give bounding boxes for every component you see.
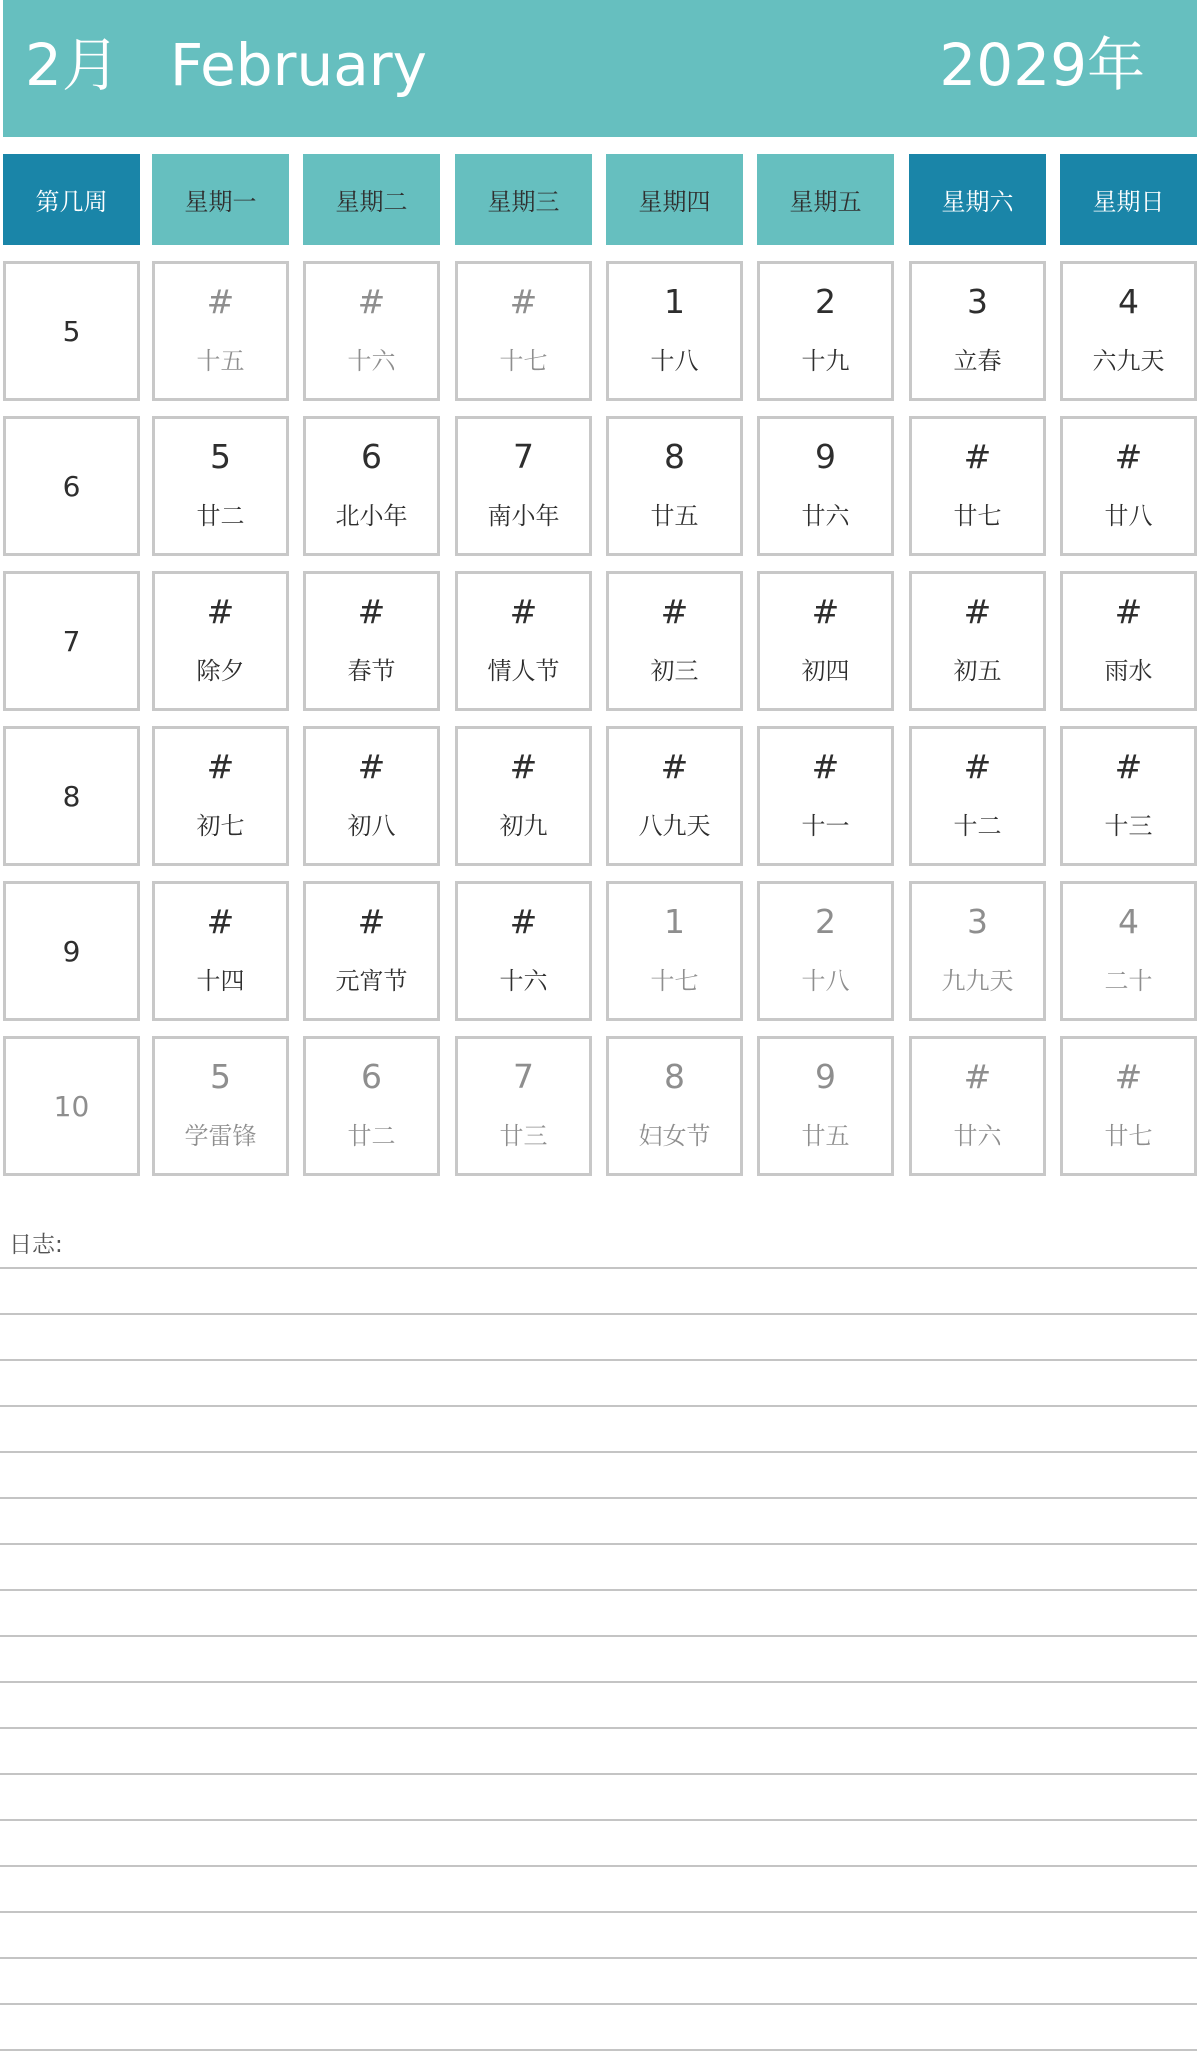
lunar-label: 初七 xyxy=(196,812,245,840)
week-number-cell xyxy=(3,881,140,1021)
day-number: # xyxy=(660,592,689,631)
day-number: # xyxy=(811,592,840,631)
lunar-label: 初四 xyxy=(801,657,850,685)
day-number: # xyxy=(357,902,386,941)
day-number: # xyxy=(509,747,538,786)
lunar-label: 二十 xyxy=(1104,967,1153,995)
day-number: 6 xyxy=(361,437,382,476)
day-number: # xyxy=(963,1057,992,1096)
column-header: 星期五 xyxy=(757,154,894,245)
day-cell[interactable] xyxy=(455,416,592,556)
week-number-cell xyxy=(3,726,140,866)
lunar-label: 情人节 xyxy=(487,657,560,685)
lunar-label: 十九 xyxy=(801,347,850,375)
column-header: 星期三 xyxy=(455,154,592,245)
day-number: 4 xyxy=(1118,282,1139,321)
log-rule-line xyxy=(0,2003,1197,2005)
day-cell[interactable] xyxy=(606,881,743,1021)
log-rule-line xyxy=(0,1819,1197,1821)
day-number: # xyxy=(509,282,538,321)
log-rule-line xyxy=(0,1635,1197,1637)
lunar-label: 九九天 xyxy=(941,967,1014,995)
lunar-label: 廿二 xyxy=(347,1122,396,1150)
day-number: # xyxy=(660,747,689,786)
day-number: 1 xyxy=(664,902,685,941)
day-cell[interactable] xyxy=(455,261,592,401)
log-rule-line xyxy=(0,1451,1197,1453)
log-rule-line xyxy=(0,2049,1197,2051)
year-title: 2029年 xyxy=(939,31,1145,99)
lunar-label: 十三 xyxy=(1104,812,1153,840)
log-rule-line xyxy=(0,1543,1197,1545)
day-cell[interactable] xyxy=(455,881,592,1021)
day-cell[interactable] xyxy=(152,1036,289,1176)
lunar-label: 廿七 xyxy=(1104,1122,1153,1150)
day-cell[interactable] xyxy=(303,416,440,556)
day-number: # xyxy=(963,592,992,631)
lunar-label: 八九天 xyxy=(638,812,711,840)
week-number-cell xyxy=(3,416,140,556)
day-number: 7 xyxy=(513,437,534,476)
day-number: # xyxy=(206,282,235,321)
day-number: # xyxy=(357,592,386,631)
log-rule-line xyxy=(0,1957,1197,1959)
day-cell[interactable] xyxy=(909,416,1046,556)
lunar-label: 初九 xyxy=(499,812,548,840)
lunar-label: 春节 xyxy=(347,657,396,685)
day-cell[interactable] xyxy=(303,1036,440,1176)
week-number-cell xyxy=(3,1036,140,1176)
day-number: 5 xyxy=(210,1057,231,1096)
day-number: 3 xyxy=(967,902,988,941)
day-cell[interactable] xyxy=(1060,726,1197,866)
day-number: 8 xyxy=(664,437,685,476)
day-number: # xyxy=(963,747,992,786)
lunar-label: 妇女节 xyxy=(638,1122,711,1150)
log-rule-line xyxy=(0,1681,1197,1683)
day-cell[interactable] xyxy=(606,416,743,556)
day-cell[interactable] xyxy=(152,261,289,401)
day-number: # xyxy=(1114,592,1143,631)
lunar-label: 十七 xyxy=(499,347,548,375)
day-cell[interactable] xyxy=(1060,1036,1197,1176)
lunar-label: 十七 xyxy=(650,967,699,995)
log-rule-line xyxy=(0,1911,1197,1913)
day-cell[interactable] xyxy=(909,261,1046,401)
month-cn: 2月 xyxy=(25,31,120,99)
log-label: 日志: xyxy=(9,1232,63,1258)
lunar-label: 廿七 xyxy=(953,502,1002,530)
log-rule-line xyxy=(0,1589,1197,1591)
day-cell[interactable] xyxy=(757,571,894,711)
lunar-label: 廿八 xyxy=(1104,502,1153,530)
lunar-label: 十一 xyxy=(801,812,850,840)
column-header: 星期四 xyxy=(606,154,743,245)
lunar-label: 初八 xyxy=(347,812,396,840)
day-cell[interactable] xyxy=(152,881,289,1021)
week-number-cell xyxy=(3,571,140,711)
day-number: 5 xyxy=(210,437,231,476)
day-cell[interactable] xyxy=(303,881,440,1021)
day-number: 3 xyxy=(967,282,988,321)
lunar-label: 除夕 xyxy=(196,657,245,685)
day-number: # xyxy=(1114,747,1143,786)
lunar-label: 十六 xyxy=(499,967,548,995)
day-cell[interactable] xyxy=(1060,261,1197,401)
lunar-label: 立春 xyxy=(953,347,1002,375)
log-rule-line xyxy=(0,1497,1197,1499)
week-number: 8 xyxy=(62,780,81,813)
log-rule-line xyxy=(0,1313,1197,1315)
day-cell[interactable] xyxy=(152,416,289,556)
day-cell[interactable] xyxy=(455,571,592,711)
day-number: 7 xyxy=(513,1057,534,1096)
day-number: 9 xyxy=(815,437,836,476)
log-rule-line xyxy=(0,1405,1197,1407)
week-number-cell xyxy=(3,261,140,401)
day-cell[interactable] xyxy=(606,726,743,866)
day-cell[interactable] xyxy=(1060,416,1197,556)
day-cell[interactable] xyxy=(152,571,289,711)
day-number: # xyxy=(1114,1057,1143,1096)
lunar-label: 十六 xyxy=(347,347,396,375)
lunar-label: 初三 xyxy=(650,657,699,685)
lunar-label: 十八 xyxy=(650,347,699,375)
lunar-label: 十五 xyxy=(196,347,245,375)
lunar-label: 初五 xyxy=(953,657,1002,685)
lunar-label: 十四 xyxy=(196,967,245,995)
day-number: # xyxy=(963,437,992,476)
lunar-label: 廿二 xyxy=(196,502,245,530)
day-cell[interactable] xyxy=(455,726,592,866)
log-rule-line xyxy=(0,1727,1197,1729)
week-number: 10 xyxy=(53,1090,90,1123)
day-cell[interactable] xyxy=(909,726,1046,866)
day-cell[interactable] xyxy=(757,416,894,556)
day-number: 4 xyxy=(1118,902,1139,941)
lunar-label: 南小年 xyxy=(487,502,560,530)
day-cell[interactable] xyxy=(303,261,440,401)
log-rule-line xyxy=(0,1359,1197,1361)
log-rule-line xyxy=(0,1267,1197,1269)
day-cell[interactable] xyxy=(757,1036,894,1176)
day-cell[interactable] xyxy=(606,1036,743,1176)
column-header: 第几周 xyxy=(3,154,140,245)
lunar-label: 廿六 xyxy=(953,1122,1002,1150)
month-en: February xyxy=(169,31,427,99)
lunar-label: 廿三 xyxy=(499,1122,548,1150)
lunar-label: 学雷锋 xyxy=(184,1122,257,1150)
day-number: # xyxy=(1114,437,1143,476)
day-cell[interactable] xyxy=(909,1036,1046,1176)
day-cell[interactable] xyxy=(1060,571,1197,711)
day-cell[interactable] xyxy=(757,726,894,866)
lunar-label: 十二 xyxy=(953,812,1002,840)
day-number: 8 xyxy=(664,1057,685,1096)
column-header: 星期一 xyxy=(152,154,289,245)
week-number: 6 xyxy=(62,470,81,503)
lunar-label: 廿五 xyxy=(801,1122,850,1150)
day-cell[interactable] xyxy=(1060,881,1197,1021)
day-cell[interactable] xyxy=(757,881,894,1021)
day-number: # xyxy=(509,592,538,631)
week-number: 5 xyxy=(62,315,81,348)
day-cell[interactable] xyxy=(909,571,1046,711)
day-number: # xyxy=(206,902,235,941)
lunar-label: 十八 xyxy=(801,967,850,995)
day-number: 6 xyxy=(361,1057,382,1096)
lunar-label: 廿五 xyxy=(650,502,699,530)
day-cell[interactable] xyxy=(606,261,743,401)
day-number: # xyxy=(357,747,386,786)
day-number: # xyxy=(509,902,538,941)
day-number: 2 xyxy=(815,282,836,321)
lunar-label: 雨水 xyxy=(1104,657,1153,685)
lunar-label: 六九天 xyxy=(1092,347,1165,375)
day-cell[interactable] xyxy=(909,881,1046,1021)
day-number: # xyxy=(206,747,235,786)
day-number: # xyxy=(357,282,386,321)
log-rule-line xyxy=(0,1865,1197,1867)
column-header: 星期六 xyxy=(909,154,1046,245)
column-header: 星期二 xyxy=(303,154,440,245)
day-cell[interactable] xyxy=(152,726,289,866)
day-cell[interactable] xyxy=(303,726,440,866)
day-cell[interactable] xyxy=(303,571,440,711)
day-cell[interactable] xyxy=(606,571,743,711)
log-rule-line xyxy=(0,1773,1197,1775)
week-number: 7 xyxy=(62,625,81,658)
day-number: 2 xyxy=(815,902,836,941)
lunar-label: 元宵节 xyxy=(335,967,408,995)
lunar-label: 北小年 xyxy=(335,502,408,530)
day-cell[interactable] xyxy=(455,1036,592,1176)
day-number: 9 xyxy=(815,1057,836,1096)
day-number: # xyxy=(206,592,235,631)
lunar-label: 廿六 xyxy=(801,502,850,530)
day-number: # xyxy=(811,747,840,786)
day-number: 1 xyxy=(664,282,685,321)
column-header: 星期日 xyxy=(1060,154,1197,245)
day-cell[interactable] xyxy=(757,261,894,401)
week-number: 9 xyxy=(62,935,81,968)
